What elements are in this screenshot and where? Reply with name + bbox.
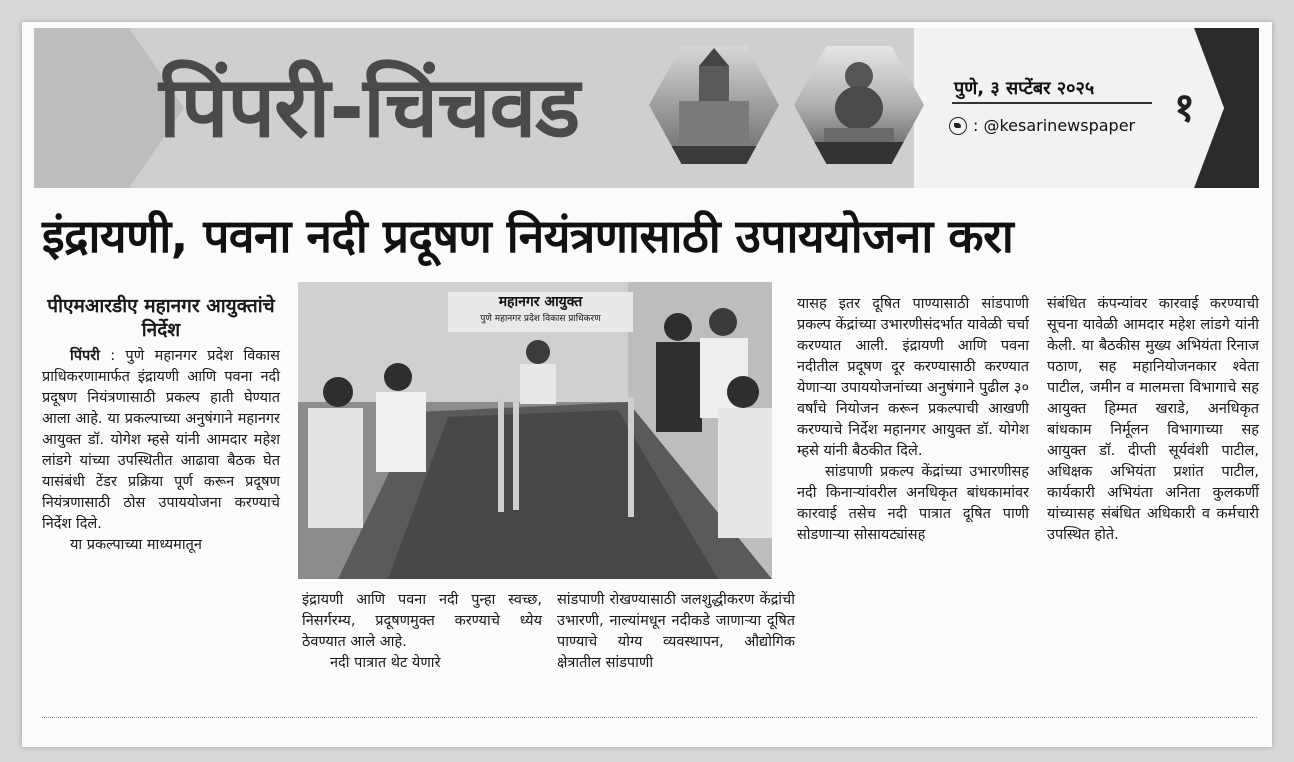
- article-paragraph: नदी पात्रात थेट येणारे: [330, 655, 441, 671]
- article-column-1: [42, 294, 280, 556]
- article-column-5: [1047, 294, 1259, 546]
- page-bottom-rule: [42, 717, 1257, 718]
- social-handle-text: : @kesarinewspaper: [973, 116, 1136, 135]
- article-column-3: [557, 590, 795, 674]
- article-headline: इंद्रायणी, पवना नदी प्रदूषण नियंत्रणासाठी उपाययोजना करा: [42, 209, 1014, 263]
- newspaper-page: [22, 22, 1272, 747]
- article-subheading: पीएमआरडीए महानगर आयुक्तांचे निर्देश: [47, 295, 275, 341]
- article-column-2: [302, 590, 542, 674]
- article-paragraph: यासह इतर दूषित पाण्यासाठी सांडपाणी प्रकल्प केंद्रांच्या उभारणीसंदर्भात यावेळी चर्चा करण्यात आली. इंद्रायणी आणि पवना नदीतील प्रदूषण दूर करण्यासाठी करण्यात येणाऱ्या उपाययोजनांच्या अनुषंगाने पुढील ३० वर्षांचे नियोजन करून प्रकल्पाची आखणी करण्याचे निर्देश महानगर आयुक्त डॉ. योगेश म्हसे यांनी बैठकीत दिले.: [797, 296, 1029, 459]
- lead-text: : पुणे महानगर प्रदेश विकास प्राधिकरणामार्फत इंद्रायणी आणि पवना नदी प्रदूषण नियंत्रणासाठी प्रकल्प हाती घेण्यात आला आहे. या प्रकल्पाच्या अनुषंगाने महानगर आयुक्त डॉ. योगेश म्हसे यांनी आमदार महेश लांडगे यांच्या उपस्थितीत आढावा बैठक घेत यासंबंधी टेंडर प्रक्रिया पूर्ण करून प्रदूषण नियंत्रणासाठी ठोस उपाययोजना करण्याचे निर्देश दिले.: [42, 348, 280, 532]
- article-column-4: [797, 294, 1029, 546]
- article-paragraph: इंद्रायणी आणि पवना नदी पुन्हा स्वच्छ, निसर्गरम्य, प्रदूषणमुक्त करण्याचे ध्येय ठेवण्यात आले आहे.: [302, 592, 542, 650]
- page-number: १: [1174, 85, 1195, 131]
- social-handle: [949, 116, 1135, 135]
- article-paragraph: संबंधित कंपन्यांवर कारवाई करण्याची सूचना यावेळी आमदार महेश लांडगे यांनी केली. या बैठकीस मुख्य अभियंता रिनाज पठाण, सह महानियोजनकार श्वेता पाटील, जमीन व मालमत्ता विभागाचे सह आयुक्त हिम्मत खराडे, अनधिकृत बांधकाम निर्मूलन विभागाच्या सह आयुक्त डॉ. दीप्ती सूर्यवंशी पाटील, अधिक्षक अभियंता प्रशांत पाटील, कार्यकारी अभियंता अनिता कुलकर्णी यांच्यासह संबंधित अधिकारी व कर्मचारी उपस्थित होते.: [1047, 296, 1259, 543]
- dateline: पिंपरी: [70, 348, 100, 364]
- article-paragraph: सांडपाणी प्रकल्प केंद्रांच्या उभारणीसह नदी किनाऱ्यांवरील अनधिकृत बांधकामांवर कारवाई तसेच नदी पात्रात दूषित पाणी सोडणाऱ्या सोसायट्यांसह: [797, 464, 1029, 543]
- masthead: [34, 28, 1259, 188]
- article-lead-paragraph: [42, 346, 280, 535]
- section-title: पिंपरी-चिंचवड: [159, 58, 580, 156]
- banner-subtitle: पुणे महानगर प्रदेश विकास प्राधिकरण: [480, 314, 601, 324]
- twitter-icon: [949, 117, 967, 135]
- banner-title: महानगर आयुक्त: [498, 294, 583, 310]
- date-divider: [952, 102, 1152, 104]
- photo-banner: [448, 292, 633, 332]
- article-paragraph: सांडपाणी रोखण्यासाठी जलशुद्धीकरण केंद्रांची उभारणी, नाल्यांमधून नदीकडे जाणाऱ्या दूषित पाण्याचे योग्य व्यवस्थापन, औद्योगिक क्षेत्रातील सांडपाणी: [557, 592, 795, 671]
- article-paragraph: या प्रकल्पाच्या माध्यमातून: [70, 537, 202, 553]
- meeting-photo: [298, 282, 772, 579]
- edition-date: पुणे, ३ सप्टेंबर २०२५: [954, 78, 1095, 99]
